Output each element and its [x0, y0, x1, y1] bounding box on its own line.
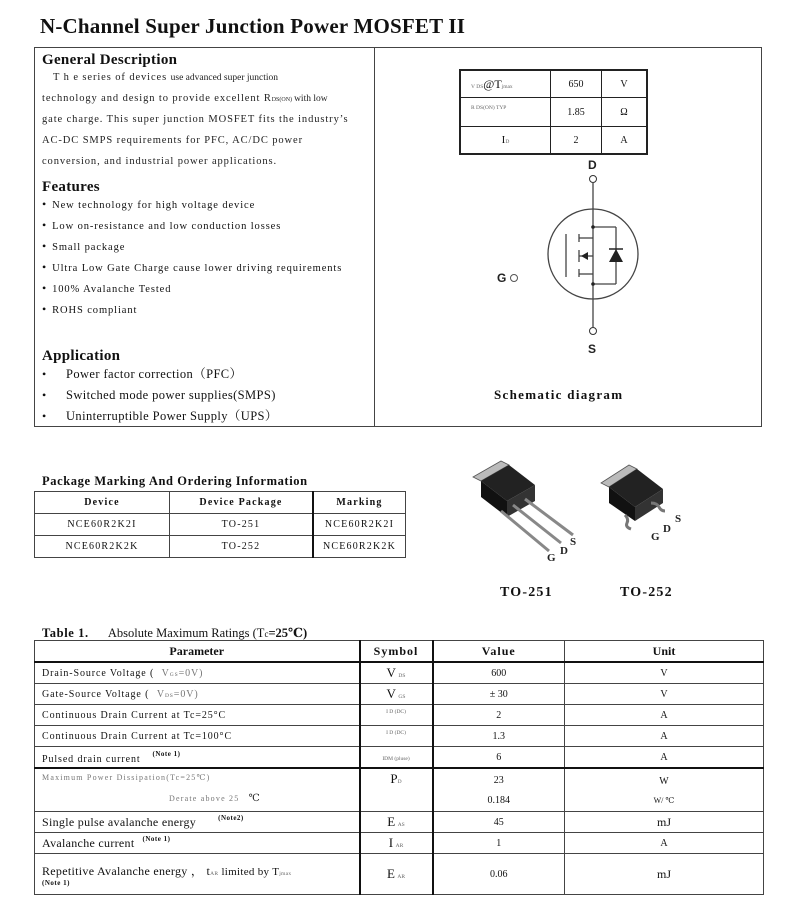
desc-line-5: conversion, and industrial power applications.	[42, 156, 278, 167]
symbol-sub: AR	[395, 843, 404, 849]
param-text: Single pulse avalanche energy	[42, 815, 197, 829]
param-derate-unit: ℃	[248, 793, 262, 804]
col-parameter: Parameter	[35, 641, 360, 663]
feature-item: • Small package	[42, 236, 342, 257]
param-cell	[35, 662, 360, 684]
spec-param	[460, 98, 551, 127]
param-derate	[42, 793, 359, 804]
value-cell: 0.06	[433, 854, 565, 895]
application-item-label: Uninterruptible Power Supply（UPS）	[66, 409, 278, 423]
unit-cell: V	[565, 662, 764, 684]
desc-line-2a: technology and design to provide excellent R	[42, 93, 272, 104]
symbol-cell	[360, 747, 433, 769]
spec-value: 1.85	[551, 98, 602, 127]
param-cell	[35, 768, 360, 812]
bullet-icon: •	[42, 409, 47, 423]
feature-item: • ROHS compliant	[42, 299, 342, 320]
value-cell: 45	[433, 812, 565, 833]
param-text: Maximum Power Dissipation(Tc=25℃)	[42, 773, 211, 782]
param-cond-end: =0V)	[173, 688, 199, 700]
table-row	[35, 705, 764, 726]
param-cell: Continuous Drain Current at Tc=100°C	[35, 726, 360, 747]
symbol-cell	[360, 833, 433, 854]
desc-line-1a: T h e series of devices	[53, 72, 171, 83]
value-cell: 6	[433, 747, 565, 769]
param-sub: AR	[210, 870, 219, 877]
desc-line-3: gate charge. This super junction MOSFET fits the industry’s	[42, 114, 349, 125]
unit-cell	[565, 768, 764, 812]
desc-rdson-sub: DS(ON)	[271, 97, 293, 103]
pin-g-label: G	[497, 271, 507, 285]
spec-param-sub: D	[505, 139, 510, 145]
unit-cell: V	[565, 684, 764, 705]
symbol-sub: GS	[398, 694, 406, 700]
unit-cell: A	[565, 747, 764, 769]
svg-text:G: G	[651, 531, 660, 543]
param-text: Pulsed drain current	[42, 753, 141, 765]
table-row	[35, 536, 406, 558]
device-cell: NCE60R2K2K	[35, 536, 170, 558]
symbol-cell	[360, 768, 433, 812]
col-value: Value	[433, 641, 565, 663]
package-cell: TO-252	[170, 536, 314, 558]
table-row	[35, 514, 406, 536]
symbol-cell	[360, 705, 433, 726]
features-list	[42, 194, 342, 320]
symbol-sub: AS	[397, 822, 405, 828]
table-header-row	[35, 492, 406, 514]
param-line	[42, 862, 359, 879]
param-text: Drain-Source Voltage (	[42, 667, 155, 679]
value-cell: 1	[433, 833, 565, 854]
symbol-sub: DS	[398, 673, 406, 679]
ordering-table	[34, 491, 406, 558]
symbol-cell	[360, 854, 433, 895]
param-cell	[35, 833, 360, 854]
application-item	[42, 364, 278, 385]
symbol-main: P	[390, 771, 398, 786]
application-list	[42, 364, 278, 427]
param-sub2: jmax	[279, 870, 292, 877]
marking-cell: NCE60R2K2K	[313, 536, 406, 558]
value-cell: ± 30	[433, 684, 565, 705]
value-cell: 2	[433, 705, 565, 726]
table-number: Table 1.	[42, 626, 89, 640]
spec-param-pre: I	[501, 134, 506, 146]
symbol-main: E	[387, 814, 396, 829]
symbol-cell	[360, 812, 433, 833]
feature-item: • New technology for high voltage device	[42, 194, 342, 215]
bullet-icon: •	[42, 367, 47, 381]
spec-value: 650	[551, 70, 602, 98]
param-cond-sub: GS	[169, 671, 179, 678]
desc-line-2b: with low	[294, 94, 328, 104]
param-text: Repetitive Avalanche energy ， t	[42, 863, 211, 878]
application-item-label: Power factor correction（PFC）	[66, 367, 243, 381]
param-cond-sub: DS	[164, 692, 174, 699]
unit-cell: A	[565, 726, 764, 747]
unit-derate: W/ ℃	[653, 795, 675, 805]
general-description-heading: General Description	[42, 52, 178, 68]
col-symbol: Symbol	[360, 641, 433, 663]
param-cell	[35, 812, 360, 833]
symbol-sub: D	[397, 779, 402, 785]
value-cell	[433, 768, 565, 812]
bullet-icon: •	[42, 388, 47, 402]
pin-s-label: S	[588, 342, 597, 356]
to-251-package-icon	[473, 461, 576, 564]
absolute-max-ratings-table	[34, 640, 764, 895]
spec-unit: Ω	[602, 98, 648, 127]
package-cell: TO-251	[170, 514, 314, 536]
value-derate: 0.184	[487, 794, 510, 806]
symbol-cell	[360, 662, 433, 684]
mosfet-schematic-icon	[480, 150, 650, 370]
package-images	[465, 455, 695, 565]
spec-value: 2	[551, 127, 602, 155]
desc-line-4: AC-DC SMPS requirements for PFC, AC/DC power	[42, 135, 303, 146]
key-specs-table	[459, 69, 648, 155]
note-ref: (Note2)	[218, 814, 244, 822]
table-row	[35, 833, 764, 854]
table-row	[35, 747, 764, 769]
table-title: Absolute Maximum Ratings (T	[107, 626, 265, 640]
table-title-cond: =25℃)	[268, 626, 308, 640]
param-cell	[35, 854, 360, 895]
param-end: limited by T	[218, 865, 280, 878]
param-cell	[35, 684, 360, 705]
param-derate-text: Derate above 25	[169, 794, 240, 803]
svg-text:S: S	[570, 536, 577, 548]
table-row	[35, 726, 764, 747]
param-cond: V	[161, 667, 170, 679]
param-cond-end: =0V)	[178, 667, 204, 679]
col-device-package: Device Package	[170, 492, 314, 514]
col-marking: Marking	[313, 492, 406, 514]
table-row	[35, 684, 764, 705]
application-item	[42, 406, 278, 427]
spec-param-sub: jmax	[501, 83, 513, 90]
to-252-label: TO-252	[620, 585, 673, 600]
note-ref: (Note 1)	[152, 749, 181, 758]
application-heading: Application	[42, 348, 121, 364]
svg-text:D: D	[663, 523, 671, 535]
symbol-main: V	[386, 665, 396, 680]
desc-line-1b: use advanced super junction	[170, 73, 278, 83]
table-row	[35, 768, 764, 812]
unit-cell: mJ	[565, 812, 764, 833]
general-description-text	[42, 67, 349, 172]
param-text: Gate-Source Voltage (	[42, 688, 150, 700]
symbol-small: I D (DC)	[386, 730, 406, 736]
symbol-main: V	[386, 686, 396, 701]
value-cell: 600	[433, 662, 565, 684]
to-252-package-icon	[601, 465, 681, 543]
to-251-label: TO-251	[500, 585, 553, 600]
spec-param-pre: R DS(ON) TYP	[471, 105, 507, 111]
schematic-caption: Schematic diagram	[494, 387, 624, 402]
application-item-label: Switched mode power supplies(SMPS)	[66, 388, 276, 402]
spec-unit: V	[602, 70, 648, 98]
document-title: N-Channel Super Junction Power MOSFET II	[40, 14, 466, 38]
value-main: 23	[493, 774, 504, 786]
table-header-row	[35, 641, 764, 663]
unit-cell: A	[565, 833, 764, 854]
feature-item: • Ultra Low Gate Charge cause lower driving requirements	[42, 257, 342, 278]
col-device: Device	[35, 492, 170, 514]
unit-cell: A	[565, 705, 764, 726]
symbol-main: E	[386, 866, 395, 881]
table-row	[35, 662, 764, 684]
spec-param-pre: V DS	[471, 83, 484, 90]
table-row	[460, 70, 647, 98]
application-item	[42, 385, 278, 406]
feature-item: • 100% Avalanche Tested	[42, 278, 342, 299]
marking-cell: NCE60R2K2I	[313, 514, 406, 536]
symbol-small: I D (DC)	[386, 709, 406, 715]
svg-text:G: G	[547, 552, 556, 564]
table-row	[35, 812, 764, 833]
ordering-heading: Package Marking And Ordering Information	[42, 474, 308, 488]
unit-main: W	[659, 775, 669, 787]
feature-item: • Low on-resistance and low conduction losses	[42, 215, 342, 236]
symbol-main: I	[388, 835, 394, 850]
param-text: Avalanche current	[42, 836, 135, 850]
param-cond: V	[156, 688, 165, 700]
panel-divider	[374, 47, 375, 427]
param-cell	[35, 747, 360, 769]
symbol-sub: AR	[397, 874, 406, 880]
table-row	[35, 854, 764, 895]
note-ref: (Note 1)	[142, 835, 171, 843]
table-row	[460, 98, 647, 127]
unit-cell: mJ	[565, 854, 764, 895]
note-ref: (Note 1)	[42, 878, 70, 887]
col-unit: Unit	[565, 641, 764, 663]
spec-unit: A	[602, 127, 648, 155]
spec-param-mid: @T	[483, 76, 502, 91]
symbol-small: IDM (pluse)	[382, 755, 410, 762]
param-cell: Continuous Drain Current at Tc=25°C	[35, 705, 360, 726]
device-cell: NCE60R2K2I	[35, 514, 170, 536]
ratings-caption	[42, 625, 307, 641]
symbol-cell	[360, 726, 433, 747]
symbol-cell	[360, 684, 433, 705]
spec-param	[460, 70, 551, 98]
value-cell: 1.3	[433, 726, 565, 747]
svg-text:D: D	[560, 545, 568, 557]
pin-d-label: D	[588, 158, 597, 172]
table-title-sub: c	[264, 629, 269, 639]
svg-text:S: S	[675, 513, 682, 525]
features-heading: Features	[42, 179, 100, 195]
